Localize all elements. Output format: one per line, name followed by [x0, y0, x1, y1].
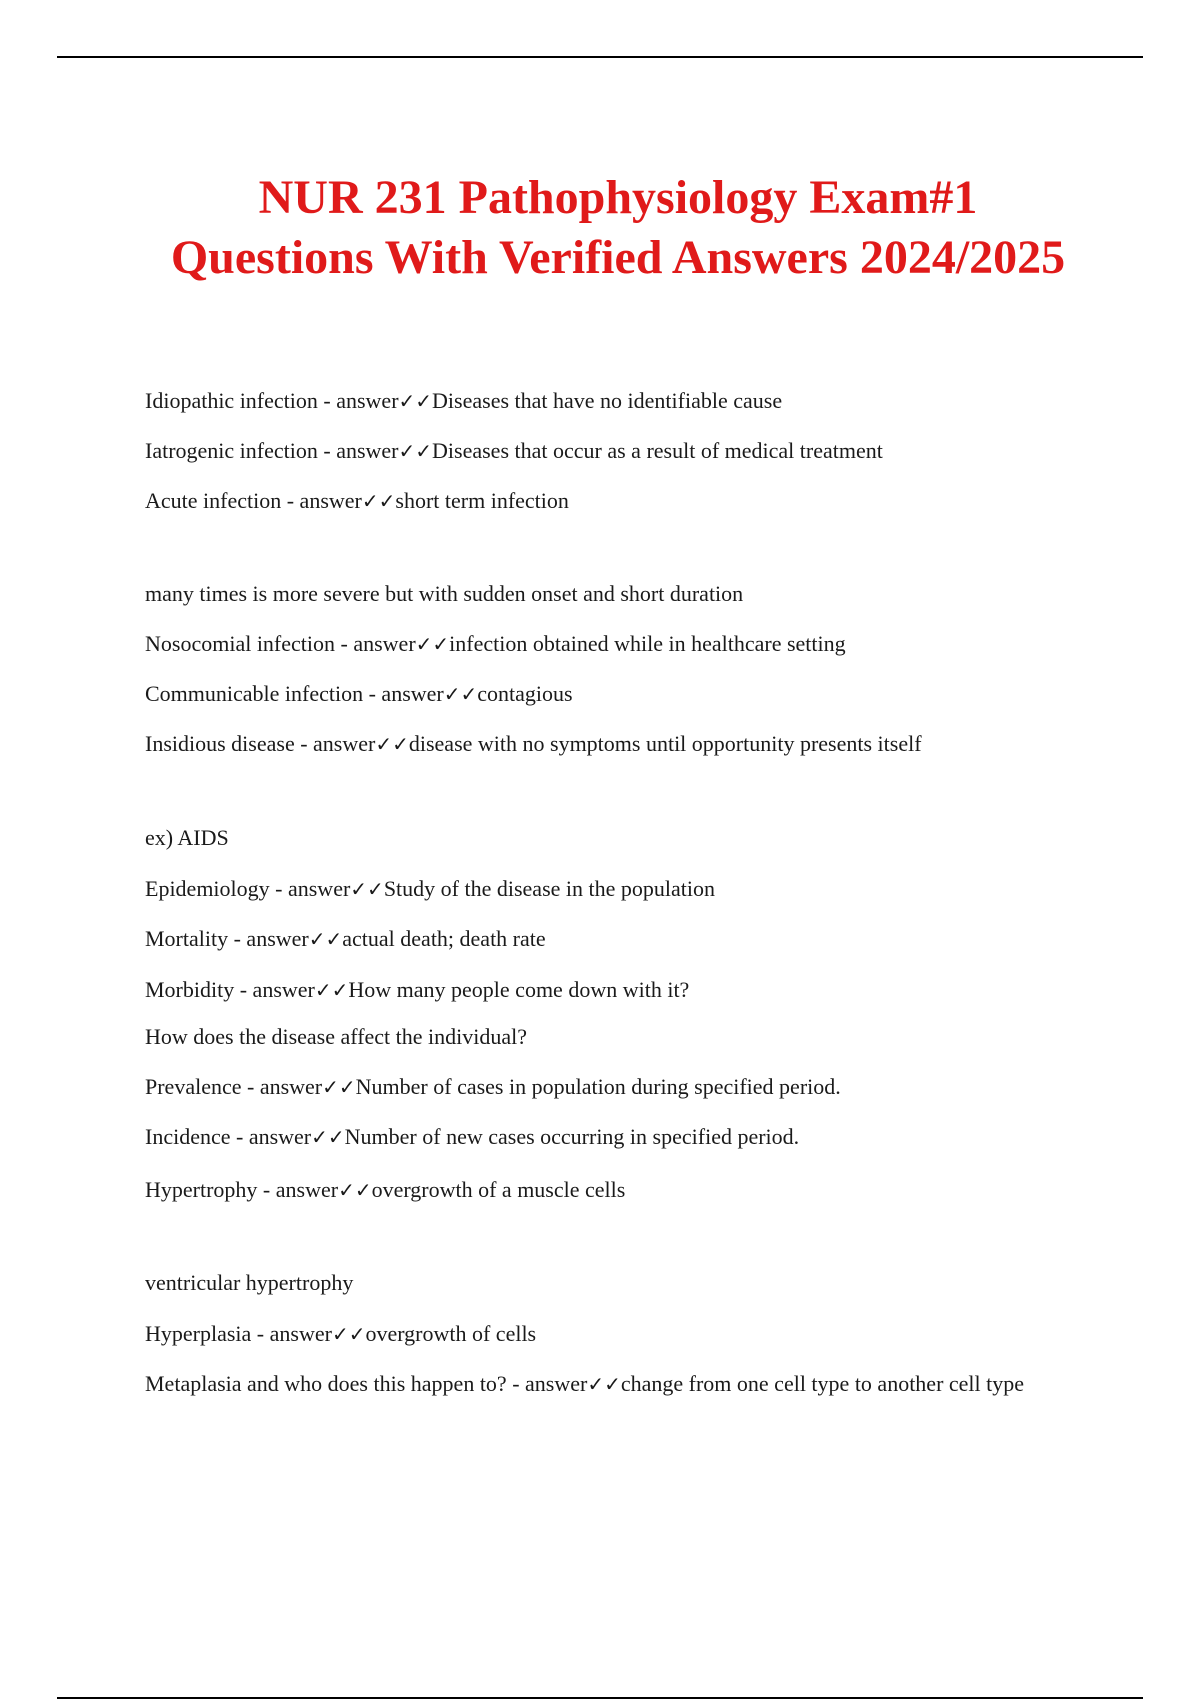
entry-term: Mortality — [145, 926, 229, 951]
morbidity-note: How does the disease affect the individual? — [145, 1024, 528, 1049]
entry-term: Iatrogenic infection — [145, 438, 318, 463]
answer-separator: - answer — [269, 876, 351, 901]
answer-separator: - answer — [335, 631, 416, 656]
entry-term: Insidious disease — [145, 731, 295, 756]
answer-separator: - answer — [241, 1074, 323, 1099]
check-mark-icon: ✓✓ — [311, 1125, 345, 1149]
check-mark-icon: ✓✓ — [398, 439, 433, 463]
qa-entry — [145, 975, 1085, 1005]
entry-definition: change from one cell type to another cell type — [620, 1371, 1025, 1396]
entry-definition: infection obtained while in healthcare setting — [449, 631, 846, 656]
insidious-disease-note: ex) AIDS — [145, 825, 229, 850]
entry-definition: Diseases that occur as a result of medical treatment — [432, 438, 883, 463]
answer-separator: - answer — [363, 681, 444, 706]
entry-definition: Number of cases in population during specified period. — [355, 1074, 841, 1099]
title-line-1: NUR 231 Pathophysiology Exam#1 — [258, 171, 978, 224]
check-mark-icon: ✓✓ — [443, 682, 478, 706]
qa-entry — [145, 679, 1085, 709]
check-mark-icon: ✓✓ — [398, 389, 433, 413]
answer-separator: - answer — [251, 1321, 332, 1346]
entry-term: Prevalence — [145, 1074, 242, 1099]
answer-separator: - answer — [234, 977, 315, 1002]
check-mark-icon: ✓✓ — [314, 978, 349, 1002]
check-mark-icon: ✓✓ — [375, 732, 409, 756]
qa-entry — [145, 436, 1085, 466]
hypertrophy-note: ventricular hypertrophy — [145, 1270, 354, 1295]
entry-definition: Diseases that have no identifiable cause — [432, 388, 783, 413]
top-rule — [57, 56, 1143, 58]
answer-separator: - answer — [228, 926, 309, 951]
check-mark-icon: ✓✓ — [587, 1372, 621, 1396]
entry-definition: Study of the disease in the population — [383, 876, 715, 901]
entry-term: Incidence — [145, 1124, 231, 1149]
entry-term: Epidemiology — [145, 876, 270, 901]
entry-definition: overgrowth of a muscle cells — [371, 1177, 626, 1202]
answer-separator: - answer — [281, 488, 362, 513]
entry-definition: contagious — [477, 681, 573, 706]
check-mark-icon: ✓✓ — [322, 1075, 356, 1099]
check-mark-icon: ✓✓ — [308, 927, 343, 951]
document-title — [0, 168, 1200, 288]
qa-entry — [145, 1175, 1085, 1205]
entry-definition: short term infection — [395, 488, 569, 513]
answer-separator: - answer — [317, 438, 399, 463]
entry-definition: actual death; death rate — [342, 926, 546, 951]
check-mark-icon: ✓✓ — [350, 877, 384, 901]
acute-infection-note: many times is more severe but with sudden onset and short duration — [145, 581, 744, 606]
qa-entry — [145, 486, 1085, 516]
entry-definition: Number of new cases occurring in specified period. — [344, 1124, 800, 1149]
qa-entry — [145, 629, 1085, 659]
answer-separator: - answer — [257, 1177, 339, 1202]
qa-entry — [145, 729, 1085, 759]
qa-entry — [145, 1072, 1085, 1102]
entry-term: Morbidity — [145, 977, 235, 1002]
qa-entry — [145, 1122, 1085, 1152]
answer-separator: - answer — [230, 1124, 312, 1149]
entry-term: Idiopathic infection — [145, 388, 318, 413]
qa-entry — [145, 386, 1085, 416]
qa-entry — [145, 1369, 1085, 1399]
check-mark-icon: ✓✓ — [361, 489, 396, 513]
entry-term: Metaplasia and who does this happen to? — [145, 1371, 507, 1396]
entry-term: Communicable infection — [145, 681, 364, 706]
qa-entry — [145, 874, 1085, 904]
answer-separator: - answer — [506, 1371, 588, 1396]
entry-term: Hyperplasia — [145, 1321, 252, 1346]
entry-term: Acute infection — [145, 488, 282, 513]
check-mark-icon: ✓✓ — [331, 1322, 366, 1346]
entry-term: Hypertrophy — [145, 1177, 258, 1202]
answer-separator: - answer — [294, 731, 376, 756]
entry-definition: How many people come down with it? — [348, 977, 690, 1002]
bottom-rule — [57, 1697, 1143, 1699]
entry-definition: disease with no symptoms until opportunity presents itself — [408, 731, 922, 756]
check-mark-icon: ✓✓ — [415, 632, 450, 656]
qa-entry — [145, 924, 1085, 954]
entry-term: Nosocomial infection — [145, 631, 336, 656]
entry-definition: overgrowth of cells — [365, 1321, 537, 1346]
check-mark-icon: ✓✓ — [338, 1178, 372, 1202]
title-line-2: Questions With Verified Answers 2024/2025 — [170, 231, 1066, 284]
qa-entry — [145, 1319, 1085, 1349]
answer-separator: - answer — [317, 388, 399, 413]
